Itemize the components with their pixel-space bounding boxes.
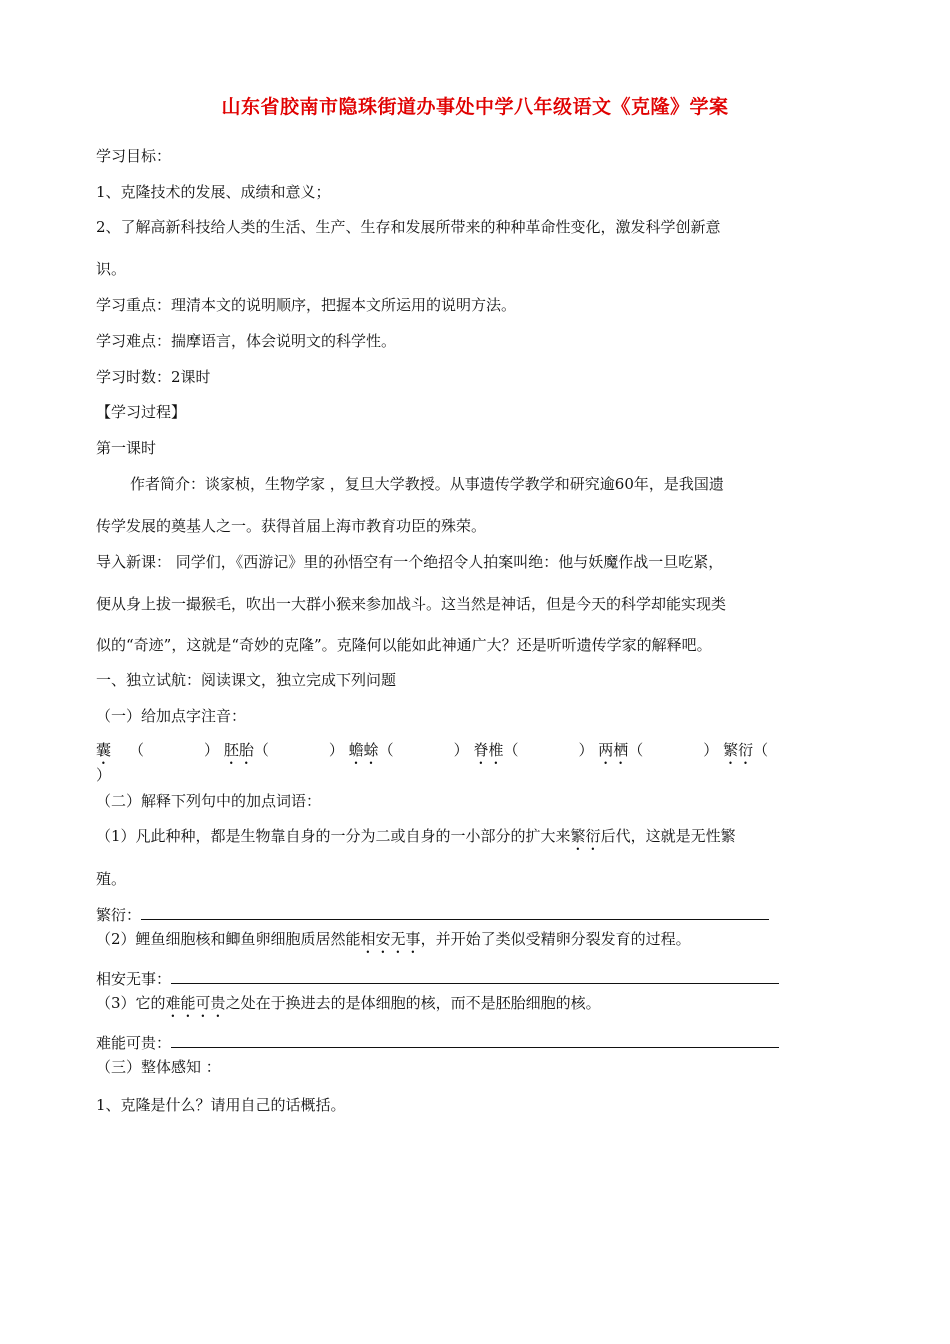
pinyin-word-1: 囊 bbox=[96, 741, 112, 759]
explain-a3 bbox=[96, 1033, 779, 1053]
explain-q1-pre: （1）凡此种种，都是生物靠自身的一分为二或自身的一小部分的扩大来 bbox=[96, 827, 571, 845]
explain-a2-label: 相安无事： bbox=[96, 970, 172, 988]
pinyin-word-4: 脊椎 bbox=[473, 741, 504, 759]
pinyin-blank-5[interactable]: （ ） bbox=[628, 741, 719, 759]
explain-a1 bbox=[96, 905, 769, 925]
goal-item-1: 1、克隆技术的发展、成绩和意义； bbox=[96, 183, 331, 201]
process-heading: 【学习过程】 bbox=[96, 403, 187, 421]
explain-q1-post: 后代，这就是无性繁 bbox=[600, 827, 736, 845]
explain-a2-field[interactable] bbox=[171, 969, 779, 984]
author-line-2: 传学发展的奠基人之一。获得首届上海市教育功臣的殊荣。 bbox=[96, 517, 487, 535]
pinyin-word-3: 蟾蜍 bbox=[348, 741, 379, 759]
lesson-heading: 第一课时 bbox=[96, 439, 157, 457]
explain-a3-field[interactable] bbox=[171, 1033, 779, 1048]
focus-line: 学习重点：理清本文的说明顺序，把握本文所运用的说明方法。 bbox=[96, 296, 517, 314]
author-line-1: 作者简介：谈家桢，生物学家 ，复旦大学教授。从事遗传学教学和研究逾60年，是我国遗 bbox=[130, 475, 724, 493]
pinyin-word-2: 胚胎 bbox=[223, 741, 254, 759]
difficulty-line: 学习难点：揣摩语言，体会说明文的科学性。 bbox=[96, 332, 397, 350]
pinyin-word-6: 繁衍 bbox=[723, 741, 754, 759]
goals-heading: 学习目标： bbox=[96, 147, 172, 165]
intro-line-1: 导入新课： 同学们，《西游记》里的孙悟空有一个绝招令人拍案叫绝：他与妖魔作战一旦吃紧， bbox=[96, 553, 724, 571]
explain-a1-field[interactable] bbox=[141, 905, 769, 920]
explain-q1-word: 繁衍 bbox=[570, 827, 601, 845]
section-1-heading: 一、独立试航：阅读课文，独立完成下列问题 bbox=[96, 671, 397, 689]
explain-q2 bbox=[96, 929, 691, 957]
pinyin-heading: （一）给加点字注音： bbox=[96, 707, 247, 725]
pinyin-blank-1[interactable]: （ ） bbox=[129, 741, 220, 759]
explain-q2-word: 相安无事 bbox=[360, 930, 421, 948]
goal-item-2-cont: 识。 bbox=[96, 260, 127, 278]
explain-q1-cont: 殖。 bbox=[96, 870, 127, 888]
explain-a2 bbox=[96, 969, 779, 989]
explain-q1 bbox=[96, 826, 736, 854]
intro-line-2: 便从身上拔一撮猴毛，吹出一大群小猴来参加战斗。这当然是神话，但是今天的科学却能实现类 bbox=[96, 595, 727, 613]
explain-a3-label: 难能可贵： bbox=[96, 1034, 172, 1052]
intro-line-3: 似的“奇迹”，这就是“奇妙的克隆”。克隆何以能如此神通广大？还是听听遗传学家的解释吧。 bbox=[96, 636, 712, 654]
overall-q1: 1、克隆是什么？请用自己的话概括。 bbox=[96, 1096, 346, 1114]
pinyin-blank-3[interactable]: （ ） bbox=[378, 741, 469, 759]
overall-heading: （三）整体感知 ： bbox=[96, 1058, 221, 1076]
explain-q2-pre: （2）鲤鱼细胞核和鲫鱼卵细胞质居然能 bbox=[96, 930, 361, 948]
explain-a1-label: 繁衍： bbox=[96, 906, 142, 924]
pinyin-word-row bbox=[96, 740, 768, 768]
pinyin-blank-4[interactable]: （ ） bbox=[503, 741, 594, 759]
explain-q3 bbox=[96, 993, 601, 1021]
explain-q3-pre: （3）它的 bbox=[96, 994, 166, 1012]
goal-item-2: 2、了解高新科技给人类的生活、生产、生存和发展所带来的种种革命性变化，激发科学创新意 bbox=[96, 218, 721, 236]
pinyin-blank-2[interactable]: （ ） bbox=[253, 741, 344, 759]
explain-q3-word: 难能可贵 bbox=[165, 994, 226, 1012]
pinyin-wrap: ） bbox=[96, 766, 112, 784]
document-title: 山东省胶南市隐珠街道办事处中学八年级语文《克隆》学案 bbox=[221, 96, 729, 118]
pinyin-word-5: 两栖 bbox=[598, 741, 629, 759]
hours-line: 学习时数：2课时 bbox=[96, 368, 211, 386]
explain-q3-post: 之处在于换进去的是体细胞的核，而不是胚胎细胞的核。 bbox=[225, 994, 601, 1012]
explain-q2-post: ，并开始了类似受精卵分裂发育的过程。 bbox=[420, 930, 691, 948]
explain-heading: （二）解释下列句中的加点词语： bbox=[96, 792, 322, 810]
pinyin-blank-6[interactable]: （ bbox=[753, 741, 769, 759]
